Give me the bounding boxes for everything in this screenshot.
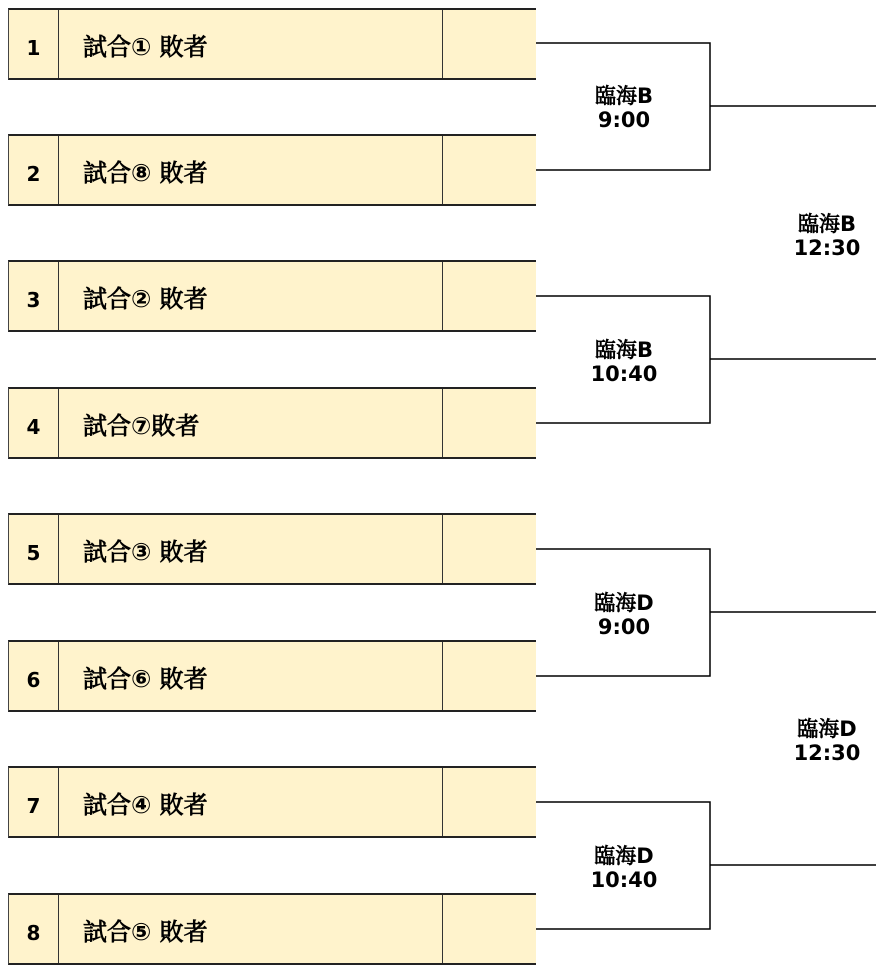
- match-venue: 臨海B: [797, 212, 856, 236]
- team-name: 試合⑧ 敗者: [59, 136, 443, 204]
- team-name: 試合① 敗者: [59, 10, 443, 78]
- team-number: 2: [9, 136, 59, 204]
- team-number: 8: [9, 895, 59, 963]
- match-time: 12:30: [793, 741, 861, 765]
- match-venue: 臨海D: [797, 717, 857, 741]
- match-venue: 臨海D: [594, 591, 654, 615]
- team-name: 試合③ 敗者: [59, 515, 443, 583]
- match-label-4: [579, 844, 669, 892]
- match-time: 9:00: [597, 615, 651, 639]
- team-name: 試合⑥ 敗者: [59, 642, 443, 710]
- match-time: 12:30: [793, 236, 861, 260]
- match-label-round2-2: [782, 717, 872, 765]
- match-label-2: [579, 338, 669, 386]
- team-number: 3: [9, 262, 59, 330]
- team-name: 試合④ 敗者: [59, 768, 443, 836]
- match-time: 10:40: [590, 362, 658, 386]
- team-number: 4: [9, 389, 59, 457]
- match-label-round2-1: [782, 212, 872, 260]
- team-number: 6: [9, 642, 59, 710]
- match-label-1: [579, 84, 669, 132]
- team-name: 試合⑦敗者: [59, 389, 443, 457]
- match-label-3: [579, 591, 669, 639]
- team-number: 1: [9, 10, 59, 78]
- match-venue: 臨海D: [594, 844, 654, 868]
- match-time: 9:00: [597, 108, 651, 132]
- team-name: 試合② 敗者: [59, 262, 443, 330]
- team-number: 5: [9, 515, 59, 583]
- match-venue: 臨海B: [594, 84, 653, 108]
- match-time: 10:40: [590, 868, 658, 892]
- match-venue: 臨海B: [594, 338, 653, 362]
- team-name: 試合⑤ 敗者: [59, 895, 443, 963]
- team-number: 7: [9, 768, 59, 836]
